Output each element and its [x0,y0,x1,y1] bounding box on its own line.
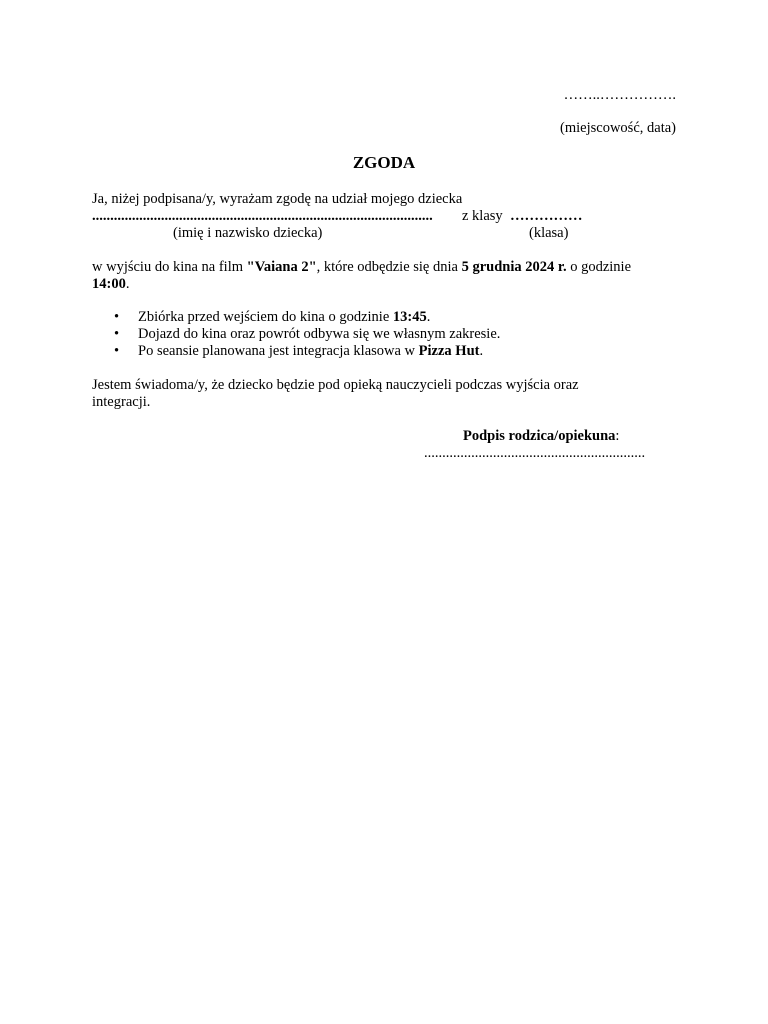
event-date: 5 grudnia 2024 r. [461,259,567,275]
event-time: 14:00 [92,276,126,292]
class-label: z klasy [462,208,503,224]
bullet-icon: • [114,326,120,342]
bullet-bold: 13:45 [392,309,427,325]
bullet-icon: • [114,309,120,325]
bullet-suffix: . [479,343,484,359]
signature-dots: ............................................................. [424,445,646,461]
child-name-dots: .............................................................................................. [92,208,433,224]
bullet-text: Zbiórka przed wejściem do kina o godzinie [138,309,393,325]
bullet-suffix: . [426,309,431,325]
signature-colon: : [615,428,620,444]
awareness-line-2: integracji. [92,394,151,410]
film-title: "Vaiana 2" [246,259,317,275]
document-title: ZGODA [352,153,416,172]
list-item [92,343,500,360]
class-caption: (klasa) [529,225,569,241]
event-paragraph-line-2 [92,276,129,293]
event-paragraph-line-1 [92,259,631,276]
bullet-text: Dojazd do kina oraz powrót odbywa się we własnym zakresie. [138,326,501,342]
info-bullet-list [92,309,500,360]
list-item [92,326,500,343]
bullet-bold: Pizza Hut [418,343,480,359]
date-caption: (miejscowość, data) [560,120,676,136]
child-name-caption: (imię i nazwisko dziecka) [173,225,323,241]
consent-intro: Ja, niżej podpisana/y, wyrażam zgodę na udział mojego dziecka [92,191,463,207]
event-text-1: w wyjściu do kina na film [92,259,247,275]
date-placeholder-dots: ……..……………. [563,87,676,103]
awareness-line-1: Jestem świadoma/y, że dziecko będzie pod opieką nauczycieli podczas wyjścia oraz [92,377,579,393]
class-dots: …………… [510,208,583,224]
event-text-4: . [125,276,130,292]
event-text-3: o godzinie [566,259,632,275]
signature-label [463,428,619,445]
event-text-2: , które odbędzie się dnia [316,259,462,275]
signature-label-text: Podpis rodzica/opiekuna [463,428,616,444]
list-item [92,309,500,326]
bullet-text: Po seansie planowana jest integracja klasowa w [138,343,419,359]
bullet-icon: • [114,343,120,359]
